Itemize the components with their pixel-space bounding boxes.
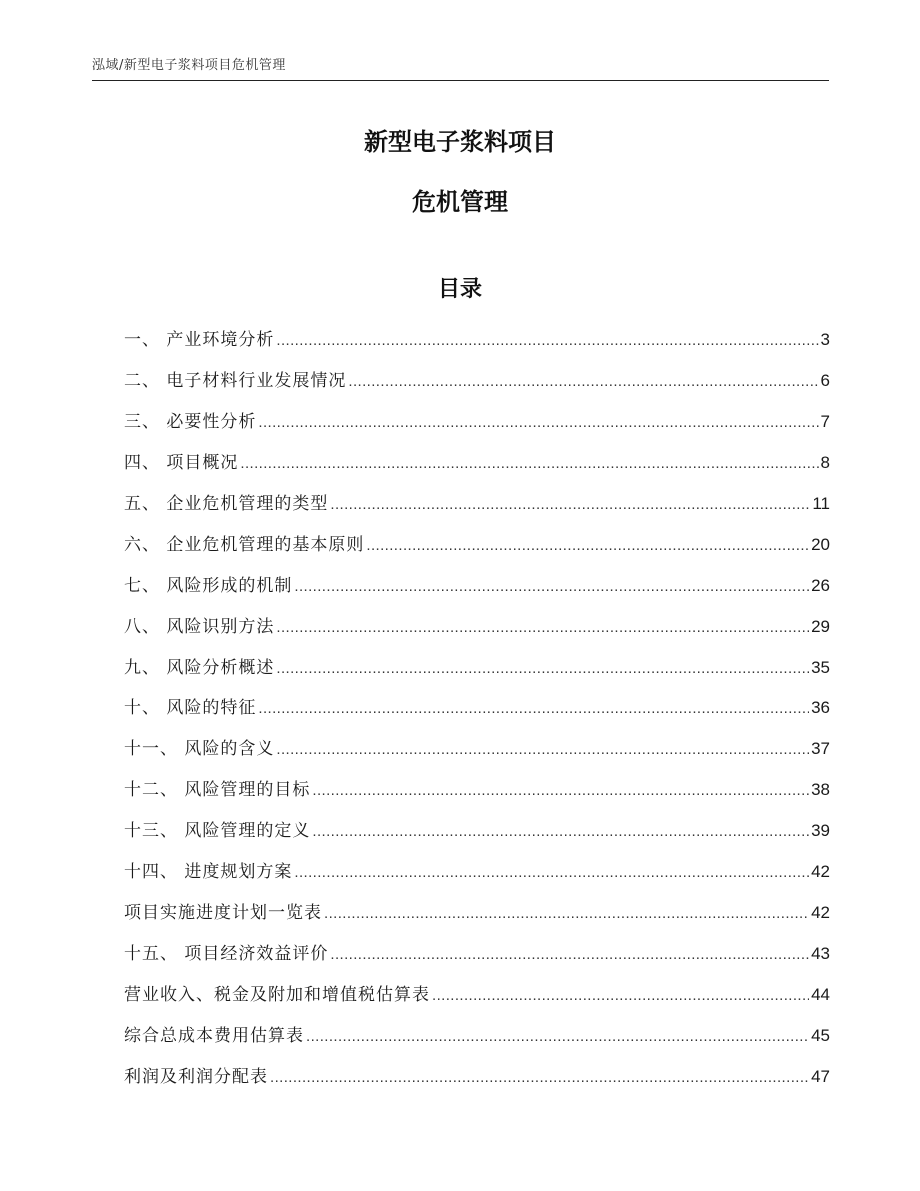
toc-dot-leader [258,403,818,444]
toc-dot-leader [330,485,810,526]
toc-entry-label: 六、 企业危机管理的基本原则 [124,534,365,555]
toc-entry-page: 35 [811,657,830,677]
document-title-line-1: 新型电子浆料项目 [364,128,556,156]
toc-dot-leader [240,444,818,485]
toc-dot-leader [330,935,809,976]
toc-dot-leader [312,812,809,853]
toc-dot-leader [432,976,809,1017]
toc-dot-leader [270,1058,809,1099]
toc-entry[interactable] [124,852,830,893]
toc-entry-label: 十五、 项目经济效益评价 [124,944,329,965]
toc-heading: 目录 [437,277,482,302]
running-header: 泓域/新型电子浆料项目危机管理 [92,58,286,73]
toc-entry[interactable] [124,729,830,770]
toc-entry[interactable] [124,648,830,689]
toc-entry-label: 四、 项目概况 [124,452,239,473]
toc-entry-label: 十二、 风险管理的目标 [124,780,311,801]
toc-dot-leader [312,771,809,812]
toc-entry-page: 20 [811,534,830,554]
toc-entry-page: 36 [811,698,830,718]
toc-entry-page: 8 [820,452,830,472]
toc-entry-label: 综合总成本费用估算表 [124,1025,304,1046]
toc-entry[interactable] [124,402,830,443]
toc-dot-leader [276,649,809,690]
toc-entry[interactable] [124,770,830,811]
toc-dot-leader [276,730,809,771]
toc-dot-leader [324,894,809,935]
toc-entry-page: 39 [811,821,830,841]
toc-entry-label: 八、 风险识别方法 [124,616,275,637]
toc-dot-leader [276,321,818,362]
toc-dot-leader [294,853,809,894]
toc-entry[interactable] [124,320,830,361]
toc-entry[interactable] [124,566,830,607]
toc-entry-page: 7 [820,411,830,431]
toc-entry-label: 三、 必要性分析 [124,411,257,432]
toc-entry-label: 十一、 风险的含义 [124,739,275,760]
toc-dot-leader [276,608,809,649]
toc-dot-leader [258,689,809,730]
toc-entry-label: 营业收入、税金及附加和增值税估算表 [124,985,430,1005]
toc-entry-label: 二、 电子材料行业发展情况 [124,370,347,391]
toc-entry-page: 42 [811,862,830,882]
toc-entry-page: 6 [820,370,830,390]
toc-entry-label: 五、 企业危机管理的类型 [124,493,329,514]
toc-entry-page: 3 [820,330,830,349]
toc-entry-page: 44 [811,985,830,1004]
toc-entry[interactable] [124,1057,830,1098]
toc-entry[interactable] [124,361,830,402]
header-divider [92,80,829,81]
toc-dot-leader [348,362,818,403]
toc-entry-page: 37 [811,739,830,759]
toc-dot-leader [306,1017,809,1058]
toc-entry-label: 十三、 风险管理的定义 [124,821,311,842]
document-title-line-2: 危机管理 [412,188,508,216]
table-of-contents [124,320,830,1098]
toc-entry[interactable] [124,443,830,484]
toc-dot-leader [294,567,809,608]
toc-entry[interactable] [124,934,830,975]
toc-entry-label: 项目实施进度计划一览表 [124,903,322,924]
toc-entry[interactable] [124,975,830,1016]
toc-entry[interactable] [124,811,830,852]
toc-entry-label: 九、 风险分析概述 [124,657,275,678]
toc-entry-page: 42 [811,903,830,923]
toc-entry[interactable] [124,688,830,729]
toc-entry-page: 47 [811,1066,830,1086]
toc-entry-page: 45 [811,1025,830,1045]
toc-entry-page: 26 [811,575,830,595]
toc-entry[interactable] [124,893,830,934]
toc-entry-label: 利润及利润分配表 [124,1066,268,1087]
toc-entry[interactable] [124,607,830,648]
toc-entry-page: 29 [811,616,830,636]
toc-entry[interactable] [124,484,830,525]
toc-entry[interactable] [124,525,830,566]
toc-entry-label: 一、 产业环境分析 [124,330,275,350]
toc-entry-page: 38 [811,780,830,800]
toc-entry-label: 七、 风险形成的机制 [124,575,293,596]
toc-entry-label: 十四、 进度规划方案 [124,862,293,883]
toc-dot-leader [366,526,809,567]
toc-entry-label: 十、 风险的特征 [124,698,257,719]
toc-entry-page: 11 [812,493,830,513]
toc-entry-page: 43 [811,944,830,964]
toc-entry[interactable] [124,1016,830,1057]
